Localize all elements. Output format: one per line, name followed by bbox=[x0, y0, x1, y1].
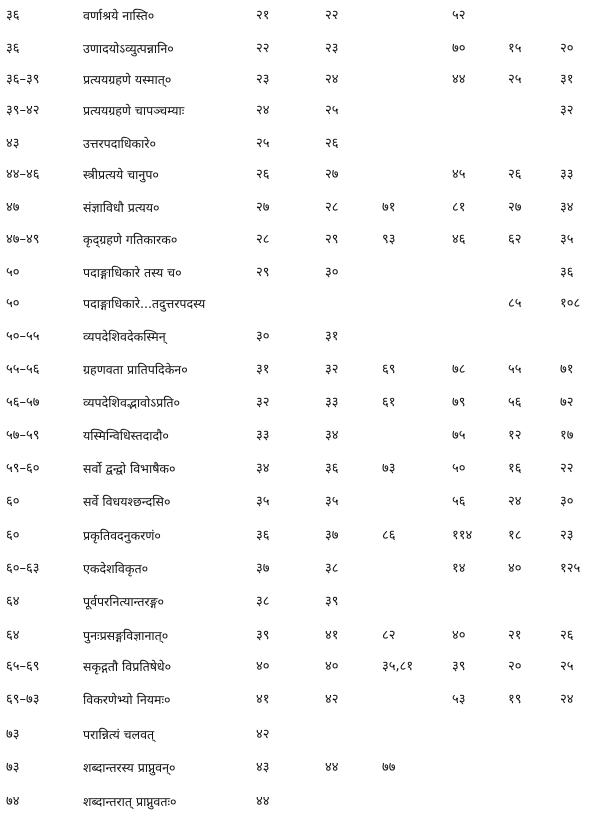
ref-col-3 bbox=[382, 163, 442, 187]
table-row bbox=[0, 723, 600, 747]
ref-col-4: ५३ bbox=[452, 692, 466, 707]
ref-col-3 bbox=[382, 325, 442, 349]
ref-col-4: ४५ bbox=[452, 167, 466, 182]
sutra-reference: ७३ bbox=[6, 760, 20, 775]
ref-col-1: २४ bbox=[256, 103, 270, 118]
ref-col-2: ३५ bbox=[325, 494, 339, 509]
ref-col-2: ४० bbox=[325, 659, 339, 674]
ref-col-3: ६९ bbox=[382, 362, 396, 377]
table-row bbox=[0, 688, 600, 712]
ref-col-2: २७ bbox=[325, 167, 339, 182]
table-row bbox=[0, 325, 600, 349]
sutra-reference: ४४–४६ bbox=[6, 167, 40, 182]
table-row bbox=[0, 358, 600, 382]
table-row bbox=[0, 68, 600, 92]
ref-col-5: २४ bbox=[508, 494, 522, 509]
ref-col-2: २८ bbox=[325, 200, 339, 215]
ref-col-5: १२ bbox=[508, 428, 522, 443]
ref-col-5 bbox=[508, 132, 558, 156]
sutra-reference: ६०–६३ bbox=[6, 561, 40, 576]
ref-col-2: ३४ bbox=[325, 428, 339, 443]
ref-col-6: ३१ bbox=[560, 72, 574, 87]
ref-col-5: ५५ bbox=[508, 362, 522, 377]
ref-col-1 bbox=[256, 292, 306, 316]
paribhasha-text: विकरणेभ्यो नियमः० bbox=[83, 692, 171, 707]
ref-col-3 bbox=[382, 132, 442, 156]
ref-col-4: ५० bbox=[452, 461, 466, 476]
ref-col-4 bbox=[452, 132, 502, 156]
ref-col-2: ३६ bbox=[325, 461, 339, 476]
ref-col-4: ४४ bbox=[452, 72, 466, 87]
ref-col-6: ३६ bbox=[560, 265, 574, 280]
ref-col-6: २६ bbox=[560, 628, 574, 643]
ref-col-6: २० bbox=[560, 41, 574, 56]
ref-col-5: २५ bbox=[508, 72, 522, 87]
ref-col-3 bbox=[382, 4, 442, 28]
paribhasha-text: प्रत्ययग्रहणे यस्मात्० bbox=[83, 72, 172, 87]
ref-col-4 bbox=[452, 261, 502, 285]
ref-col-5: २० bbox=[508, 659, 522, 674]
paribhasha-text: संज्ञाविधौ प्रत्यय० bbox=[83, 200, 160, 215]
ref-col-1: २८ bbox=[256, 232, 270, 247]
paribhasha-text: सर्वे विधयश्छन्दसि० bbox=[83, 494, 171, 509]
paribhasha-text: ग्रहणवता प्रातिपदिकेन० bbox=[83, 362, 188, 377]
ref-col-4: ७९ bbox=[452, 395, 466, 410]
ref-col-4: ४६ bbox=[452, 232, 466, 247]
table-row bbox=[0, 457, 600, 481]
table-row bbox=[0, 790, 600, 814]
paribhasha-text: पदाङ्गाधिकारे...तदुत्तरपदस्य bbox=[83, 296, 206, 311]
ref-col-1: ३६ bbox=[256, 528, 270, 543]
ref-col-4: १४ bbox=[452, 561, 466, 576]
ref-col-2: २२ bbox=[325, 8, 339, 23]
ref-col-4 bbox=[452, 99, 502, 123]
ref-col-3: ३५,८१ bbox=[382, 659, 414, 674]
ref-col-1: ३० bbox=[256, 329, 270, 344]
ref-col-6: ३५ bbox=[560, 232, 574, 247]
ref-col-2: २५ bbox=[325, 103, 339, 118]
table-row bbox=[0, 163, 600, 187]
ref-col-5: ५६ bbox=[508, 395, 522, 410]
paribhasha-text: सकृद्गतौ विप्रतिषेधे० bbox=[83, 659, 172, 674]
ref-col-5 bbox=[508, 325, 558, 349]
ref-col-1: २२ bbox=[256, 41, 270, 56]
ref-col-4: ४० bbox=[452, 628, 466, 643]
ref-col-1: २९ bbox=[256, 265, 270, 280]
paribhasha-text: परान्नित्यं चलवत् bbox=[83, 727, 155, 742]
sutra-reference: ४७ bbox=[6, 200, 20, 215]
ref-col-6 bbox=[560, 132, 600, 156]
ref-col-6: ३० bbox=[560, 494, 574, 509]
ref-col-1: ४३ bbox=[256, 760, 270, 775]
ref-col-4 bbox=[452, 790, 502, 814]
ref-col-6: ७१ bbox=[560, 362, 574, 377]
ref-col-4: ७० bbox=[452, 41, 466, 56]
ref-col-3 bbox=[382, 557, 442, 581]
sutra-reference: ५०–५५ bbox=[6, 329, 40, 344]
ref-col-2: ३९ bbox=[325, 594, 339, 609]
sutra-reference: ६९–७३ bbox=[6, 692, 40, 707]
ref-col-5 bbox=[508, 99, 558, 123]
ref-col-4: ३९ bbox=[452, 659, 466, 674]
ref-col-4 bbox=[452, 756, 502, 780]
ref-col-5 bbox=[508, 723, 558, 747]
ref-col-1: २१ bbox=[256, 8, 270, 23]
sutra-reference: ६४ bbox=[6, 628, 20, 643]
sutra-reference: ५० bbox=[6, 296, 20, 311]
ref-col-1: ४१ bbox=[256, 692, 270, 707]
sutra-reference: ७३ bbox=[6, 727, 20, 742]
ref-col-3: ७३ bbox=[382, 461, 396, 476]
ref-col-2: ४१ bbox=[325, 628, 339, 643]
ref-col-5: ६२ bbox=[508, 232, 522, 247]
ref-col-1: ३३ bbox=[256, 428, 270, 443]
ref-col-6 bbox=[560, 790, 600, 814]
table-row bbox=[0, 4, 600, 28]
ref-col-2: ४२ bbox=[325, 692, 339, 707]
ref-col-2: ३७ bbox=[325, 528, 339, 543]
table-row bbox=[0, 292, 600, 316]
table-row bbox=[0, 524, 600, 548]
ref-col-1: ३९ bbox=[256, 628, 270, 643]
ref-col-6: १०८ bbox=[560, 296, 581, 311]
ref-col-3 bbox=[382, 688, 442, 712]
ref-col-5: २७ bbox=[508, 200, 522, 215]
sutra-reference: ४७–४९ bbox=[6, 232, 40, 247]
ref-col-5: १९ bbox=[508, 692, 522, 707]
ref-col-2 bbox=[325, 790, 375, 814]
ref-col-2 bbox=[325, 292, 375, 316]
ref-col-3 bbox=[382, 490, 442, 514]
ref-col-1: ३८ bbox=[256, 594, 270, 609]
ref-col-2: ३० bbox=[325, 265, 339, 280]
sutra-reference: ६५–६९ bbox=[6, 659, 40, 674]
paribhasha-text: स्त्रीप्रत्यये चानुप० bbox=[83, 167, 159, 182]
ref-col-6 bbox=[560, 723, 600, 747]
paribhasha-text: पूर्वपरनित्यान्तरङ्ग० bbox=[83, 594, 165, 609]
table-row bbox=[0, 391, 600, 415]
ref-col-5 bbox=[508, 790, 558, 814]
paribhasha-text: उणादयोऽव्युत्पन्नानि० bbox=[83, 41, 174, 56]
ref-col-1: २३ bbox=[256, 72, 270, 87]
table-row bbox=[0, 228, 600, 252]
ref-col-6: ३२ bbox=[560, 103, 574, 118]
ref-col-4: ११४ bbox=[452, 528, 473, 543]
ref-col-3 bbox=[382, 99, 442, 123]
ref-col-3 bbox=[382, 68, 442, 92]
ref-col-5: २६ bbox=[508, 167, 522, 182]
ref-col-6: १७ bbox=[560, 428, 574, 443]
ref-col-3: ९३ bbox=[382, 232, 396, 247]
sutra-reference: ३९–४२ bbox=[6, 103, 40, 118]
ref-col-2: ३१ bbox=[325, 329, 339, 344]
ref-col-3 bbox=[382, 292, 442, 316]
ref-col-3 bbox=[382, 590, 442, 614]
table-row bbox=[0, 590, 600, 614]
ref-col-6: ७२ bbox=[560, 395, 574, 410]
sutra-reference: ४३ bbox=[6, 136, 20, 151]
ref-col-6: २३ bbox=[560, 528, 574, 543]
paribhasha-text: यस्मिन्विधिस्तदादौ० bbox=[83, 428, 169, 443]
sutra-reference: ५७–५९ bbox=[6, 428, 40, 443]
table-row bbox=[0, 261, 600, 285]
sutra-reference: ७४ bbox=[6, 794, 20, 809]
ref-col-5: १८ bbox=[508, 528, 522, 543]
paribhasha-text: प्रकृतिवदनुकरणं० bbox=[83, 528, 161, 543]
ref-col-6 bbox=[560, 590, 600, 614]
ref-col-4: ५२ bbox=[452, 8, 466, 23]
ref-col-6 bbox=[560, 4, 600, 28]
ref-col-2: ३३ bbox=[325, 395, 339, 410]
ref-col-6: २४ bbox=[560, 692, 574, 707]
ref-col-6 bbox=[560, 325, 600, 349]
ref-col-6: २२ bbox=[560, 461, 574, 476]
ref-col-1: २६ bbox=[256, 167, 270, 182]
paribhasha-text: व्यपदेशिवदेकस्मिन् bbox=[83, 329, 166, 344]
ref-col-5: ४० bbox=[508, 561, 522, 576]
ref-col-4: ५६ bbox=[452, 494, 466, 509]
ref-col-1: २७ bbox=[256, 200, 270, 215]
ref-col-3: ६१ bbox=[382, 395, 396, 410]
ref-col-3 bbox=[382, 37, 442, 61]
ref-col-3 bbox=[382, 261, 442, 285]
ref-col-6: ३४ bbox=[560, 200, 574, 215]
ref-col-4 bbox=[452, 723, 502, 747]
ref-col-5: २१ bbox=[508, 628, 522, 643]
table-row bbox=[0, 132, 600, 156]
table-row bbox=[0, 756, 600, 780]
ref-col-2: २४ bbox=[325, 72, 339, 87]
paribhasha-text: एकदेशविकृत० bbox=[83, 561, 149, 576]
sutra-reference: ३६–३९ bbox=[6, 72, 40, 87]
ref-col-5 bbox=[508, 4, 558, 28]
sutra-reference: ६० bbox=[6, 494, 20, 509]
ref-col-6 bbox=[560, 756, 600, 780]
ref-col-5 bbox=[508, 756, 558, 780]
ref-col-6: १२५ bbox=[560, 561, 581, 576]
ref-col-1: ४४ bbox=[256, 794, 270, 809]
ref-col-3 bbox=[382, 723, 442, 747]
ref-col-2: ३८ bbox=[325, 561, 339, 576]
ref-col-4 bbox=[452, 292, 502, 316]
ref-col-5 bbox=[508, 261, 558, 285]
ref-col-1: २५ bbox=[256, 136, 270, 151]
ref-col-1: ३५ bbox=[256, 494, 270, 509]
ref-col-5: १५ bbox=[508, 41, 522, 56]
ref-col-5: ८५ bbox=[508, 296, 522, 311]
ref-col-2 bbox=[325, 723, 375, 747]
ref-col-1: ३७ bbox=[256, 561, 270, 576]
ref-col-2: ४४ bbox=[325, 760, 339, 775]
paribhasha-text: शब्दान्तरात् प्राप्नुवतः० bbox=[83, 794, 177, 809]
table-row bbox=[0, 490, 600, 514]
paribhasha-text: पदाङ्गाधिकारे तस्य च० bbox=[83, 265, 182, 280]
ref-col-1: ३१ bbox=[256, 362, 270, 377]
ref-col-6: ३३ bbox=[560, 167, 574, 182]
table-row bbox=[0, 99, 600, 123]
paribhasha-text: पुनःप्रसङ्गविज्ञानात्० bbox=[83, 628, 169, 643]
sutra-reference: ६४ bbox=[6, 594, 20, 609]
sutra-reference: ३६ bbox=[6, 8, 20, 23]
sutra-reference: ५६–५७ bbox=[6, 395, 40, 410]
ref-col-3: ८६ bbox=[382, 528, 396, 543]
ref-col-3 bbox=[382, 424, 442, 448]
sutra-reference: ६० bbox=[6, 528, 20, 543]
ref-col-5: १६ bbox=[508, 461, 522, 476]
paribhasha-text: वर्णाश्रये नास्ति० bbox=[83, 8, 155, 23]
ref-col-5 bbox=[508, 590, 558, 614]
ref-col-4 bbox=[452, 325, 502, 349]
table-row bbox=[0, 196, 600, 220]
table-row bbox=[0, 624, 600, 648]
ref-col-3 bbox=[382, 790, 442, 814]
ref-col-2: ३२ bbox=[325, 362, 339, 377]
table-row bbox=[0, 557, 600, 581]
ref-col-4: ७५ bbox=[452, 428, 466, 443]
paribhasha-text: सर्वो द्वन्द्वो विभाषैक० bbox=[83, 461, 176, 476]
ref-col-4: ८१ bbox=[452, 200, 466, 215]
sutra-reference: ५९–६० bbox=[6, 461, 40, 476]
paribhasha-text: उत्तरपदाधिकारे० bbox=[83, 136, 156, 151]
ref-col-2: २३ bbox=[325, 41, 339, 56]
ref-col-4 bbox=[452, 590, 502, 614]
table-row bbox=[0, 37, 600, 61]
paribhasha-text: व्यपदेशिवद्भावोऽप्रति० bbox=[83, 395, 181, 410]
ref-col-3: ७७ bbox=[382, 760, 396, 775]
ref-col-6: २५ bbox=[560, 659, 574, 674]
table-row bbox=[0, 655, 600, 679]
sutra-reference: ५० bbox=[6, 265, 20, 280]
ref-col-4: ७८ bbox=[452, 362, 466, 377]
paribhasha-text: शब्दान्तरस्य प्राप्नुवन्० bbox=[83, 760, 176, 775]
table-row bbox=[0, 424, 600, 448]
ref-col-3: ८२ bbox=[382, 628, 396, 643]
ref-col-2: २६ bbox=[325, 136, 339, 151]
ref-col-1: ४२ bbox=[256, 727, 270, 742]
paribhasha-text: प्रत्ययग्रहणे चापञ्चम्याः bbox=[83, 103, 185, 118]
ref-col-1: ४० bbox=[256, 659, 270, 674]
sutra-reference: ५५–५६ bbox=[6, 362, 40, 377]
sutra-reference: ३६ bbox=[6, 41, 20, 56]
ref-col-2: २९ bbox=[325, 232, 339, 247]
ref-col-1: ३२ bbox=[256, 395, 270, 410]
ref-col-3: ७१ bbox=[382, 200, 396, 215]
paribhasha-text: कृद्ग्रहणे गतिकारक० bbox=[83, 232, 178, 247]
ref-col-1: ३४ bbox=[256, 461, 270, 476]
